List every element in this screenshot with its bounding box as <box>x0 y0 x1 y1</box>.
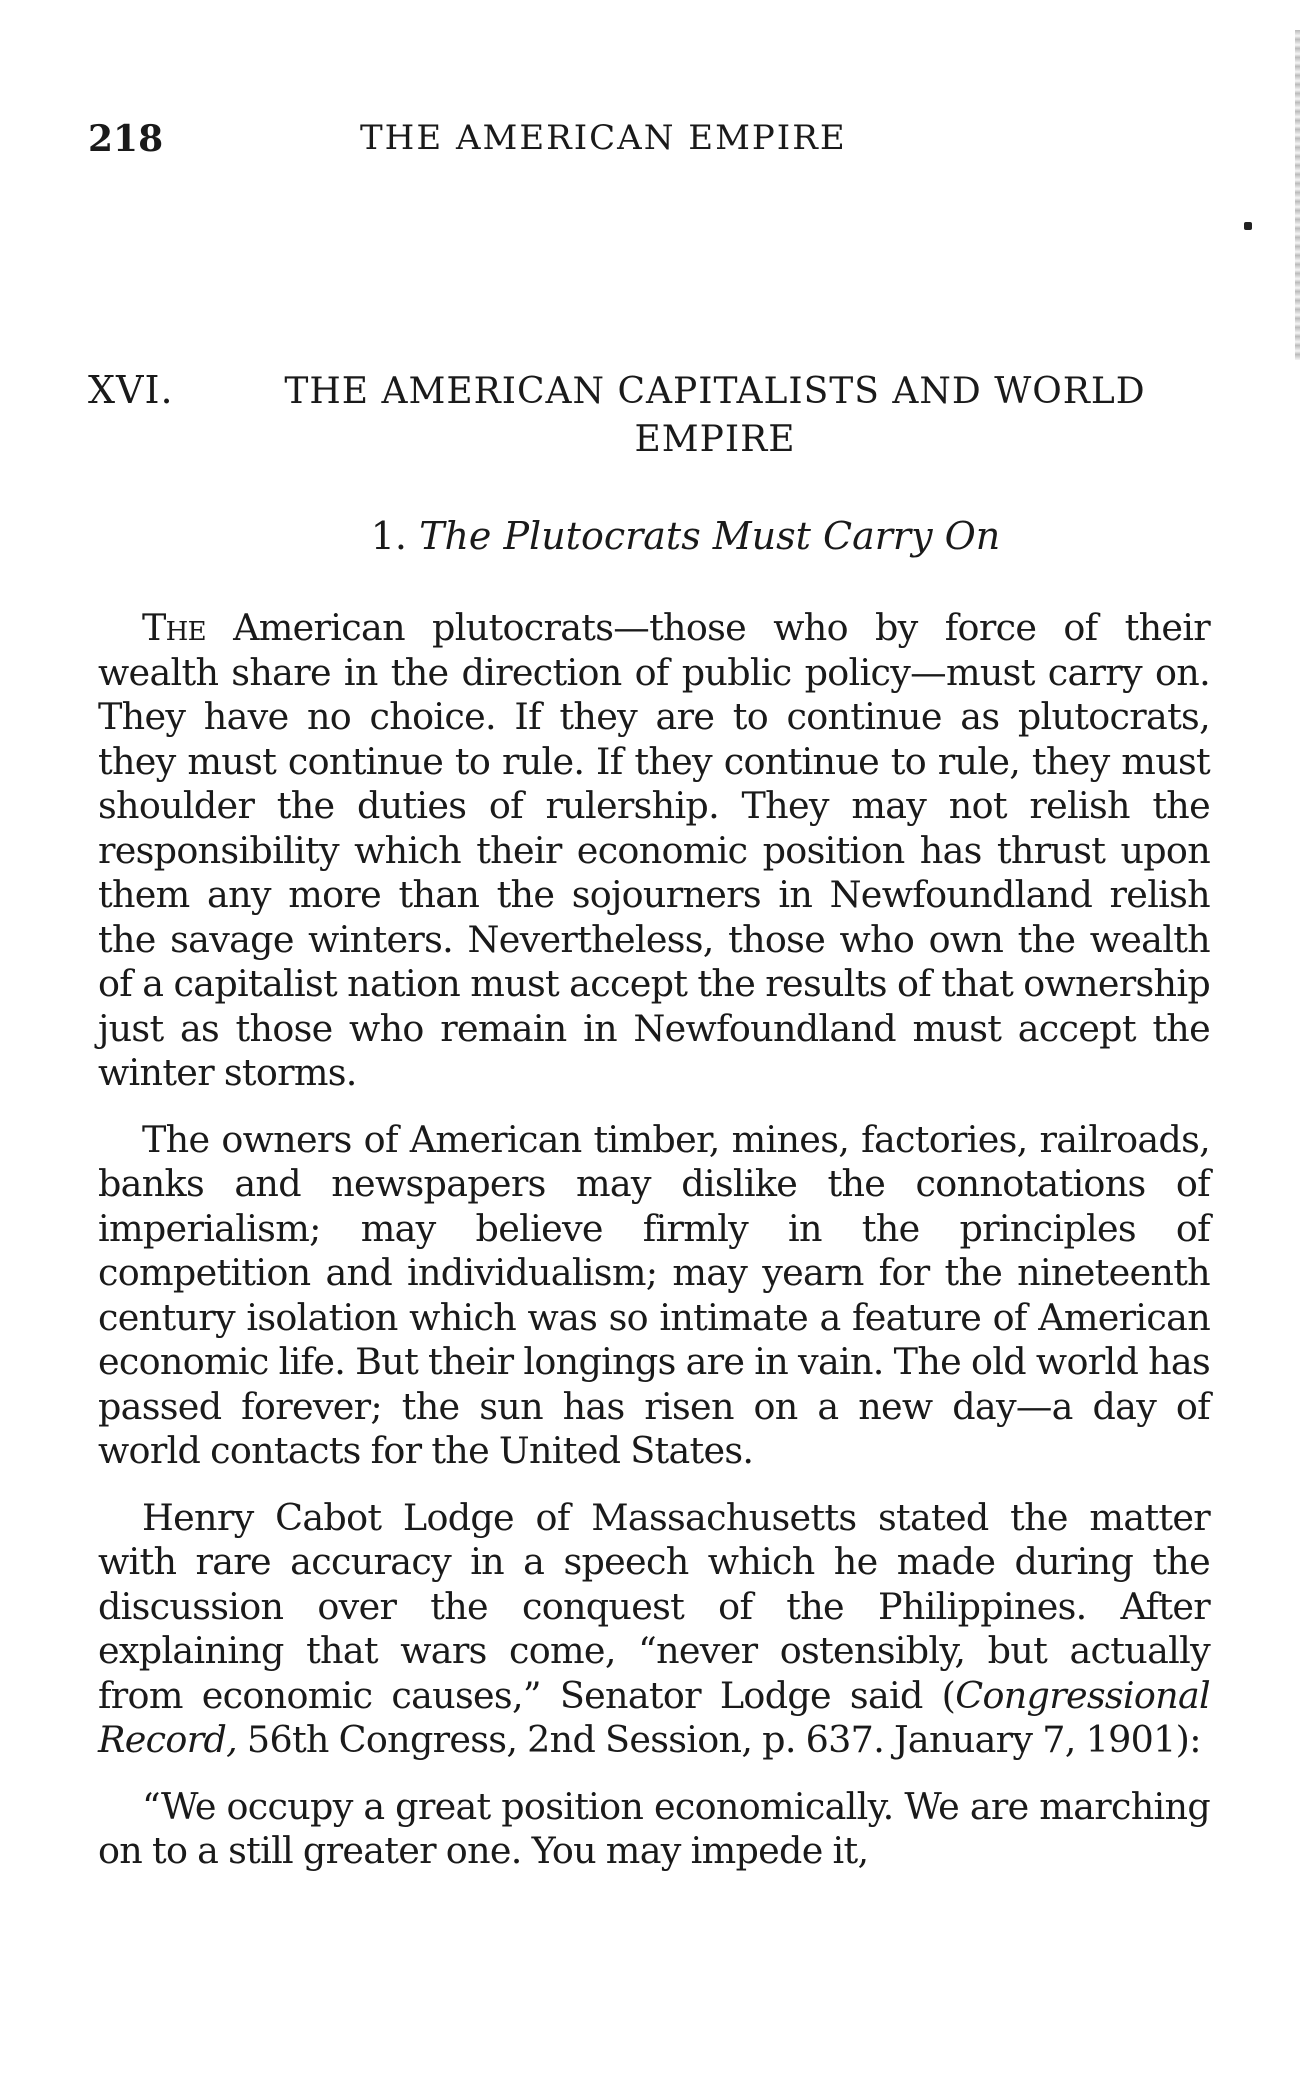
ink-speck <box>1244 222 1252 230</box>
paragraph-lead-word: The <box>142 606 206 649</box>
paragraph-1 <box>98 606 1210 1096</box>
paragraph-2 <box>98 1118 1210 1474</box>
section-heading <box>88 514 1213 558</box>
running-head <box>88 118 1213 168</box>
citation-title: Congressional Record, <box>98 1673 1210 1761</box>
paragraph-2-text: The owners of American timber, mines, factories, railroads, banks and newspapers may dislike the connotations of imperialism; may believe firmly in the principles of competition and individualism; may yearn for the nineteenth century isolation which was so intimate a feature of American economic life. But their longings are in vain. The old world has passed forever; the sun has risen on a new day—a day of world contacts for the United States. <box>98 1117 1210 1472</box>
page-number: 218 <box>88 118 164 160</box>
chapter-title: THE AMERICAN CAPITALISTS AND WORLD EMPIRE <box>284 371 1146 460</box>
chapter-number: XVI. <box>88 368 174 412</box>
paragraph-3 <box>98 1496 1210 1763</box>
paragraph-4 <box>98 1785 1210 1874</box>
running-title: THE AMERICAN EMPIRE <box>360 118 847 158</box>
section-title: The Plutocrats Must Carry On <box>419 514 1001 558</box>
page-edge-shadow <box>1295 30 1300 360</box>
paragraph-3-text-before: Henry Cabot Lodge of Massachusetts stated the matter with rare accuracy in a speech which he made during the discussion over the conquest of the Philippines. After explaining that wars come, “never ostensibly, but actually from economic causes,” Senator Lodge said ( <box>98 1495 1210 1717</box>
section-number: 1. <box>370 514 407 558</box>
paragraph-3-text-after: 56th Congress, 2nd Session, p. 637. January 7, 1901): <box>237 1718 1201 1761</box>
chapter-heading <box>88 368 1213 478</box>
paragraph-1-text: American plutocrats—those who by force of their wealth share in the direction of public policy—must carry on. They have no choice. If they are to continue as plutocrats, they must continue to rule. If they continue to rule, they must shoulder the duties of rulership. They may not relish the responsibility which their economic position has thrust upon them any more than the sojourners in Newfoundland relish the savage winters. Nevertheless, those who own the wealth of a capitalist nation must accept the results of that ownership just as those who remain in Newfoundland must accept the winter storms. <box>98 606 1211 1094</box>
paragraph-4-text: “We occupy a great position economically. We are marching on to a still greater one. You may impede it, <box>98 1784 1210 1872</box>
body-text <box>98 606 1210 1896</box>
